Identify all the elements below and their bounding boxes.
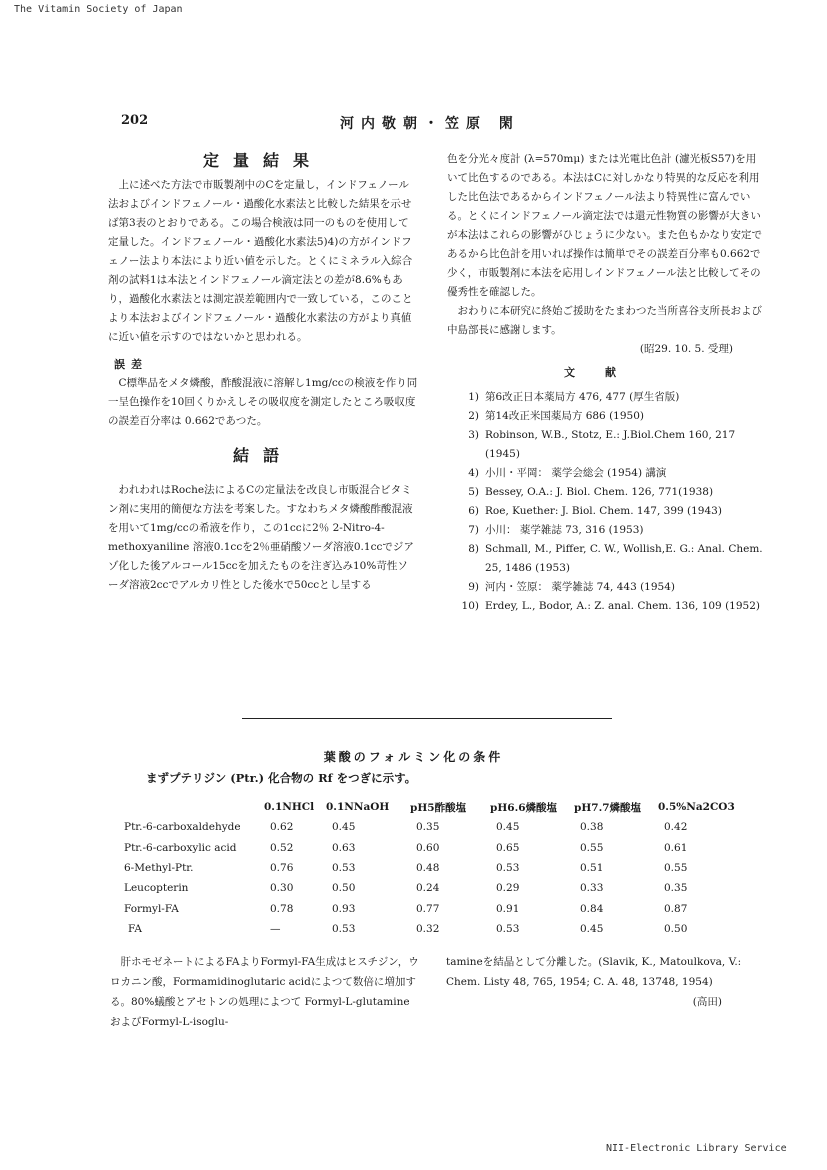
paragraph-formylation-continued: tamineを結晶として分離した。(Slavik, K., Matoulkova, V.: Chem. Listy 48, 765, 1954; C. A. 48, 13748, 1954) bbox=[446, 956, 742, 988]
table-cell: 0.93 bbox=[332, 902, 356, 915]
table-cell: 0.33 bbox=[580, 882, 604, 895]
table-cell: 0.29 bbox=[496, 882, 520, 895]
column-header bbox=[124, 797, 264, 817]
page-number: 202 bbox=[121, 113, 149, 128]
table-header-row bbox=[124, 797, 742, 817]
table-cell: 0.60 bbox=[416, 841, 440, 854]
heading-results: 定量結果 bbox=[202, 151, 323, 170]
left-column bbox=[108, 150, 418, 595]
table-cell: — bbox=[270, 923, 281, 936]
reference-item: 1) 第6改正日本薬局方 476, 477 (厚生省版) bbox=[468, 391, 680, 403]
table-cell: 0.35 bbox=[416, 821, 440, 834]
row-label: Ptr.-6-carboxylic acid bbox=[124, 841, 237, 854]
heading-error: 誤差 bbox=[114, 358, 148, 371]
table-cell: 0.55 bbox=[664, 861, 688, 874]
rf-table bbox=[124, 797, 742, 939]
heading-references: 文献 bbox=[564, 366, 646, 379]
table-cell: 0.50 bbox=[332, 882, 356, 895]
row-label: 6-Methyl-Ptr. bbox=[124, 861, 194, 874]
table-row bbox=[124, 919, 742, 939]
table-row bbox=[124, 817, 742, 837]
column-header: pH6.6燐酸塩 bbox=[490, 801, 558, 814]
table-cell: 0.87 bbox=[664, 902, 688, 915]
section-title: 葉酸のフォルミン化の条件 bbox=[323, 750, 504, 764]
column-header: pH7.7燐酸塩 bbox=[574, 801, 642, 814]
footer-label: NII-Electronic Library Service bbox=[606, 1143, 787, 1154]
reference-item: 3) Robinson, W.B., Stotz, E.: J.Biol.Chem 160, 217 (1945) bbox=[468, 429, 736, 460]
table-cell: 0.45 bbox=[332, 821, 356, 834]
table-cell: 0.63 bbox=[332, 841, 356, 854]
table-cell: 0.77 bbox=[416, 902, 440, 915]
table-cell: 0.65 bbox=[496, 841, 520, 854]
row-label: FA bbox=[128, 923, 142, 936]
section-divider bbox=[242, 718, 612, 719]
reference-item: 10) Erdey, L., Bodor, A.: Z. anal. Chem. 136, 109 (1952) bbox=[461, 600, 760, 612]
society-label: The Vitamin Society of Japan bbox=[14, 4, 183, 15]
table-cell: 0.78 bbox=[270, 902, 294, 915]
table-cell: 0.91 bbox=[496, 902, 520, 915]
table-cell: 0.45 bbox=[496, 821, 520, 834]
column-header: pH5酢酸塩 bbox=[410, 801, 467, 814]
reference-list bbox=[447, 388, 763, 616]
table-cell: 0.53 bbox=[496, 861, 520, 874]
paragraph-formylation: 肝ホモゼネートによるFAよりFormyl-FA生成はヒスチジン，ウロカニン酸，Formamidinoglutaric acidによつて数倍に増加する。80%蟻酸とアセトンの処理によつて Formyl-L-glutamineおよびFormyl-L-isoglu- bbox=[110, 956, 419, 1028]
reference-item: 8) Schmall, M., Piffer, C. W., Wollish,E. G.: Anal. Chem. 25, 1486 (1953) bbox=[468, 543, 763, 574]
table-cell: 0.76 bbox=[270, 861, 294, 874]
row-label: Leucopterin bbox=[124, 882, 189, 895]
table-cell: 0.45 bbox=[580, 923, 604, 936]
author-signature: (高田) bbox=[692, 996, 722, 1008]
table-cell: 0.51 bbox=[580, 861, 604, 874]
table-cell: 0.62 bbox=[270, 821, 294, 834]
column-header: 0.5%Na2CO3 bbox=[658, 801, 735, 813]
row-label: Ptr.-6-carboxaldehyde bbox=[124, 821, 241, 834]
reference-item: 5) Bessey, O.A.: J. Biol. Chem. 126, 771(1938) bbox=[468, 486, 714, 498]
bottom-right-column bbox=[446, 952, 766, 1012]
paragraph-results: 上に述べた方法で市販製剤中のCを定量し，インドフェノール法およびインドフェノール・過酸化水素法と比較した結果を示せば第3表のとおりである。この場合検液は同一のものを使用して定量した。インドフェノール・過酸化水素法5)4)の方がインドフェノー法より本法により近い値を示した。とくにミネラル入綜合剤の試料1は本法とインドフェノール滴定法との差が8.6%もあり，過酸化水素法とは測定誤差範囲内で一致している，このことより本法およびインドフェノール・過酸化水素法の方がより真値に近い値を示すのではないかと思われる。 bbox=[108, 179, 413, 343]
table-cell: 0.35 bbox=[664, 882, 688, 895]
row-label: Formyl-FA bbox=[124, 902, 179, 915]
reference-item: 9) 河内・笠原： 薬学雑誌 74, 443 (1954) bbox=[468, 581, 676, 593]
table-cell: 0.32 bbox=[416, 923, 440, 936]
running-head: 河内敬朝・笠原 閑 bbox=[340, 116, 520, 132]
paragraph-conclusion: われわれはRoche法によるCの定量法を改良し市販混合ビタミン剤に実用的簡便な方法を考案した。すなわちメタ燐酸酢酸混液を用いて1mg/ccの希液を作り，この1ccに2％ 2-Nitro-4-methoxyaniline 溶液0.1ccを2％亜硝酸ソーダ溶液0.1ccでジアゾ化した後アルコール15ccを加えたものを注ぎ込み10%苛性ソーダ溶液2ccでアルカリ性とした後水で50ccとし呈する bbox=[108, 484, 414, 591]
table-cell: 0.52 bbox=[270, 841, 294, 854]
table-cell: 0.53 bbox=[496, 923, 520, 936]
table-row bbox=[124, 878, 742, 898]
heading-conclusion: 結語 bbox=[232, 446, 293, 465]
table-row bbox=[124, 899, 742, 919]
table-cell: 0.53 bbox=[332, 861, 356, 874]
paragraph-error: C標準品をメタ燐酸，酢酸混液に溶解し1mg/ccの検液を作り同一呈色操作を10回くりかえしその吸収度を測定したところ吸収度の誤差百分率は 0.662であつた。 bbox=[108, 377, 418, 427]
reference-item: 6) Roe, Kuether: J. Biol. Chem. 147, 399 (1943) bbox=[468, 505, 722, 517]
table-cell: 0.53 bbox=[332, 923, 356, 936]
right-column bbox=[447, 150, 763, 616]
table-cell: 0.24 bbox=[416, 882, 440, 895]
paragraph-acknowledgement: おわりに本研究に終始ご援助をたまわつた当所喜谷支所長および中島部長に感謝します。 bbox=[447, 305, 762, 336]
table-cell: 0.50 bbox=[664, 923, 688, 936]
column-header: 0.1NNaOH bbox=[326, 801, 390, 813]
table-cell: 0.30 bbox=[270, 882, 294, 895]
reference-item: 2) 第14改正米国薬局方 686 (1950) bbox=[468, 410, 644, 422]
column-header: 0.1NHCl bbox=[264, 801, 315, 813]
table-cell: 0.55 bbox=[580, 841, 604, 854]
table-row bbox=[124, 858, 742, 878]
received-date: (昭29. 10. 5. 受理) bbox=[639, 343, 733, 355]
table-cell: 0.48 bbox=[416, 861, 440, 874]
table-cell: 0.61 bbox=[664, 841, 688, 854]
table-cell: 0.42 bbox=[664, 821, 688, 834]
reference-item: 7) 小川： 薬学雑誌 73, 316 (1953) bbox=[468, 524, 644, 536]
table-row bbox=[124, 837, 742, 857]
table-cell: 0.38 bbox=[580, 821, 604, 834]
section-subtitle: まずプテリジン (Ptr.) 化合物の Rf をつぎに示す。 bbox=[146, 771, 417, 785]
bottom-left-column bbox=[110, 952, 420, 1032]
paragraph-continuation: 色を分光々度計 (λ=570mμ) または光電比色計 (濾光板S57)を用いて比色するのである。本法はCに対しかなり特異的な反応を利用した比色法であるからインドフェノール法より特異性に富んでいる。とくにインドフェノール滴定法では還元性物質の影響が大きいが本法はこれらの影響がひじょうに少ない。また色もかなり安定であるから比色計を用いれば操作は簡単でその誤差百分率も0.662で少く，市販製剤に本法を応用しインドフェノール法と比較してその優秀性を確認した。 bbox=[447, 153, 762, 298]
table-cell: 0.84 bbox=[580, 902, 604, 915]
reference-item: 4) 小川・平岡： 薬学会総会 (1954) 講演 bbox=[468, 467, 667, 479]
